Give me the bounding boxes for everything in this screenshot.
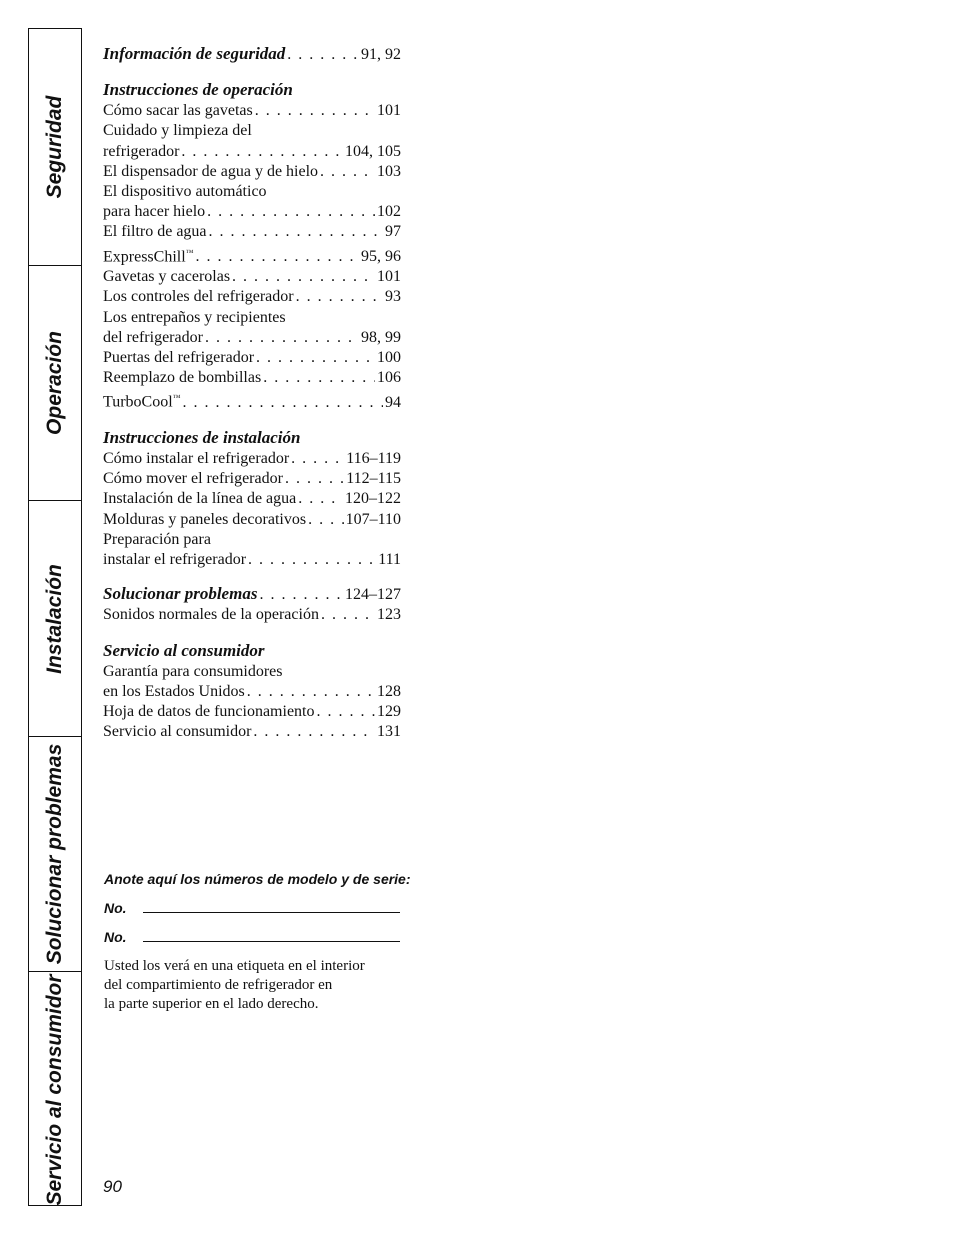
toc-entry[interactable]: [103, 348, 401, 368]
leader-dots: [263, 368, 375, 388]
toc-entry[interactable]: [103, 243, 401, 268]
toc-entry-pages: 112–115: [346, 470, 401, 488]
model-serial-note: [104, 871, 434, 1014]
toc-entry-pages: 104, 105: [345, 142, 401, 160]
toc-entry-pages: 131: [377, 723, 401, 741]
toc-section-servicio: [103, 640, 401, 743]
toc-list: [103, 101, 401, 413]
toc-entry-title: TurboCool™: [103, 393, 181, 411]
toc-entry-pages: 129: [377, 702, 401, 720]
leader-dots: [291, 449, 344, 469]
leader-dots: [296, 287, 383, 307]
serial-number-blank[interactable]: [143, 929, 400, 942]
toc-entry-pages: 103: [377, 162, 401, 180]
toc-entry-title: Instalación de la línea de agua: [103, 490, 297, 508]
toc-entry-title-line: Garantía para consumidores: [103, 662, 283, 680]
tab-label: Operación: [43, 331, 66, 435]
toc-entry-pages: 95, 96: [361, 247, 401, 265]
toc-entry-pages: 102: [377, 203, 401, 221]
toc-entry-pages: 94: [385, 393, 401, 411]
toc-entry-title: El dispensador de agua y de hielo: [103, 162, 319, 180]
toc-entry-title: Hoja de datos de funcionamiento: [103, 702, 315, 720]
toc-entry[interactable]: [103, 202, 401, 222]
toc-entry[interactable]: [103, 287, 401, 307]
tab-operacion[interactable]: [29, 265, 81, 500]
toc-entry[interactable]: [103, 605, 401, 625]
toc-entry-title: El filtro de agua: [103, 223, 207, 241]
note-title: Anote aquí los números de modelo y de serie:: [104, 871, 411, 887]
toc-entry-title: refrigerador: [103, 142, 180, 160]
leader-dots: [248, 550, 376, 570]
toc-list: [103, 605, 401, 625]
toc-entry-pages: 128: [377, 682, 401, 700]
toc-section-title: Servicio al consumidor: [103, 640, 265, 660]
toc-entry-title: Solucionar problemas: [103, 584, 258, 604]
leader-dots: [209, 222, 383, 242]
toc-entry[interactable]: [103, 682, 401, 702]
toc-section-instalacion: [103, 427, 401, 570]
toc-entry-pages: 116–119: [346, 449, 401, 467]
toc-entry[interactable]: [103, 44, 401, 65]
trademark-symbol: ™: [172, 393, 181, 403]
tab-label: Servicio al consumidor: [43, 973, 66, 1206]
leader-dots: [308, 510, 344, 530]
toc-entry[interactable]: [103, 584, 401, 605]
toc-entry-title: Reemplazo de bombillas: [103, 369, 262, 387]
section-tabs: [28, 28, 82, 1206]
toc-entry-title: Puertas del refrigerador: [103, 348, 255, 366]
toc-entry-pages: 100: [377, 348, 401, 366]
toc-entry-title: para hacer hielo: [103, 203, 206, 221]
toc-entry[interactable]: [103, 722, 401, 742]
toc-entry-pages: 107–110: [345, 510, 401, 528]
serial-number-line: [104, 929, 434, 945]
leader-dots: [259, 585, 343, 605]
toc-entry[interactable]: [103, 368, 401, 388]
toc-section-title: Instrucciones de operación: [103, 80, 293, 100]
tab-seguridad[interactable]: [29, 29, 81, 265]
leader-dots: [317, 702, 376, 722]
leader-dots: [183, 393, 384, 413]
toc-entry-title: Información de seguridad: [103, 44, 286, 63]
toc-entry[interactable]: [103, 142, 401, 162]
tab-label: Solucionar problemas: [43, 743, 66, 965]
toc-entry-title: Gavetas y cacerolas: [103, 268, 231, 286]
toc-entry[interactable]: [103, 101, 401, 121]
toc-entry-title: Sonidos normales de la operación: [103, 606, 319, 624]
tab-instalacion[interactable]: [29, 500, 81, 736]
leader-dots: [253, 722, 375, 742]
toc-entry-pages: 124–127: [345, 586, 401, 604]
leader-dots: [285, 469, 344, 489]
leader-dots: [298, 489, 343, 509]
toc-entry-title: Cómo mover el refrigerador: [103, 470, 283, 488]
toc-entry-title: Cómo instalar el refrigerador: [103, 449, 290, 467]
leader-dots: [287, 45, 359, 65]
toc-entry-title: Servicio al consumidor: [103, 723, 252, 741]
toc-entry-pages: 120–122: [345, 490, 401, 508]
table-of-contents: [103, 44, 401, 756]
toc-entry-pages: 98, 99: [361, 328, 401, 346]
leader-dots: [196, 247, 359, 267]
toc-entry-title-line: Los entrepaños y recipientes: [103, 308, 286, 326]
toc-section-operacion: [103, 79, 401, 413]
toc-entry-title: Los controles del refrigerador: [103, 288, 294, 306]
leader-dots: [181, 142, 343, 162]
tab-solucionar-problemas[interactable]: [29, 736, 81, 971]
toc-entry-pages: 101: [377, 102, 401, 120]
toc-entry-title: instalar el refrigerador: [103, 550, 247, 568]
model-number-blank[interactable]: [143, 900, 400, 913]
note-line: la parte superior en el lado derecho.: [104, 996, 319, 1012]
toc-entry-pages: 111: [378, 550, 401, 568]
leader-dots: [247, 682, 375, 702]
leader-dots: [256, 348, 375, 368]
leader-dots: [232, 267, 375, 287]
toc-entry-title: ExpressChill™: [103, 247, 194, 265]
note-line: del compartimiento de refrigerador en: [104, 977, 333, 993]
toc-entry[interactable]: [103, 510, 401, 530]
toc-entry-pages: 93: [385, 288, 401, 306]
page-number: 90: [103, 1177, 122, 1196]
toc-entry[interactable]: [103, 267, 401, 287]
toc-entry[interactable]: [103, 469, 401, 489]
toc-entry[interactable]: [103, 222, 401, 242]
toc-entry[interactable]: [103, 550, 401, 570]
toc-entry[interactable]: [103, 489, 401, 509]
leader-dots: [320, 162, 375, 182]
leader-dots: [205, 328, 359, 348]
toc-section-title: Instrucciones de instalación: [103, 427, 301, 447]
toc-list: [103, 662, 401, 743]
toc-entry-title: en los Estados Unidos: [103, 682, 245, 700]
model-number-line: [104, 900, 434, 916]
toc-entry-title-line: Cuidado y limpieza del: [103, 122, 252, 140]
toc-entry-pages: 106: [377, 369, 401, 387]
toc-entry-title: Cómo sacar las gavetas: [103, 102, 253, 120]
toc-entry[interactable]: [103, 388, 401, 413]
tab-label: Seguridad: [43, 95, 66, 199]
toc-entry[interactable]: [103, 449, 401, 469]
toc-entry-title-line: Preparación para: [103, 530, 211, 548]
tab-servicio-al-consumidor[interactable]: [29, 971, 81, 1207]
toc-entry-pages: 91, 92: [361, 46, 401, 63]
toc-entry[interactable]: [103, 328, 401, 348]
toc-entry[interactable]: [103, 162, 401, 182]
leader-dots: [255, 101, 375, 121]
trademark-symbol: ™: [185, 247, 194, 257]
toc-entry-pages: 101: [377, 268, 401, 286]
note-line: Usted los verá en una etiqueta en el interior: [104, 958, 365, 974]
toc-entry-title: del refrigerador: [103, 328, 203, 346]
leader-dots: [321, 605, 375, 625]
no-label: No.: [104, 929, 127, 945]
toc-entry[interactable]: [103, 702, 401, 722]
toc-entry-pages: 97: [385, 223, 401, 241]
toc-section-seguridad: [103, 44, 401, 65]
leader-dots: [207, 202, 375, 222]
no-label: No.: [104, 900, 127, 916]
toc-entry-title: Molduras y paneles decorativos: [103, 510, 307, 528]
toc-entry-title-line: El dispositivo automático: [103, 183, 267, 201]
toc-section-problemas: [103, 584, 401, 625]
note-text: [104, 957, 434, 1014]
toc-entry-pages: 123: [377, 606, 401, 624]
tab-label: Instalación: [43, 563, 66, 674]
toc-list: [103, 449, 401, 570]
